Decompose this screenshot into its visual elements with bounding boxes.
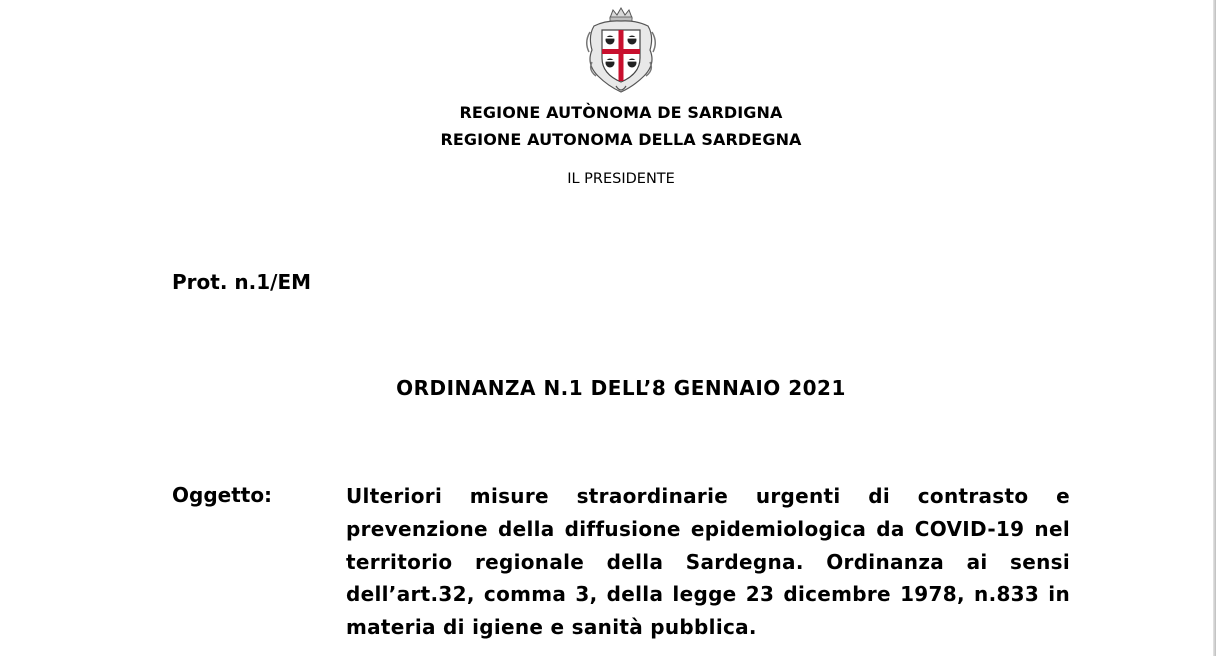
- region-name-sardinian: REGIONE AUTÒNOMA DE SARDIGNA: [459, 103, 783, 122]
- region-name-italian: REGIONE AUTONOMA DELLA SARDEGNA: [440, 130, 802, 149]
- ordinance-title: ORDINANZA N.1 DELL’8 GENNAIO 2021: [396, 376, 846, 400]
- subject-text: Ulteriori misure straordinarie urgenti di contrasto e prevenzione della diffusione epidemiologica da COVID-19 nel territorio regionale della Sardegna. Ordinanza ai sensi dell’art.32, comma 3, della legge 23 dicembre 1978, n.833 in materia di igiene e sanità pubblica.: [346, 484, 1070, 640]
- subject-label: Oggetto:: [172, 483, 273, 507]
- protocol-number: Prot. n.1/EM: [172, 270, 312, 294]
- sardinia-coat-of-arms-icon: [580, 6, 662, 96]
- office-title: IL PRESIDENTE: [567, 171, 675, 187]
